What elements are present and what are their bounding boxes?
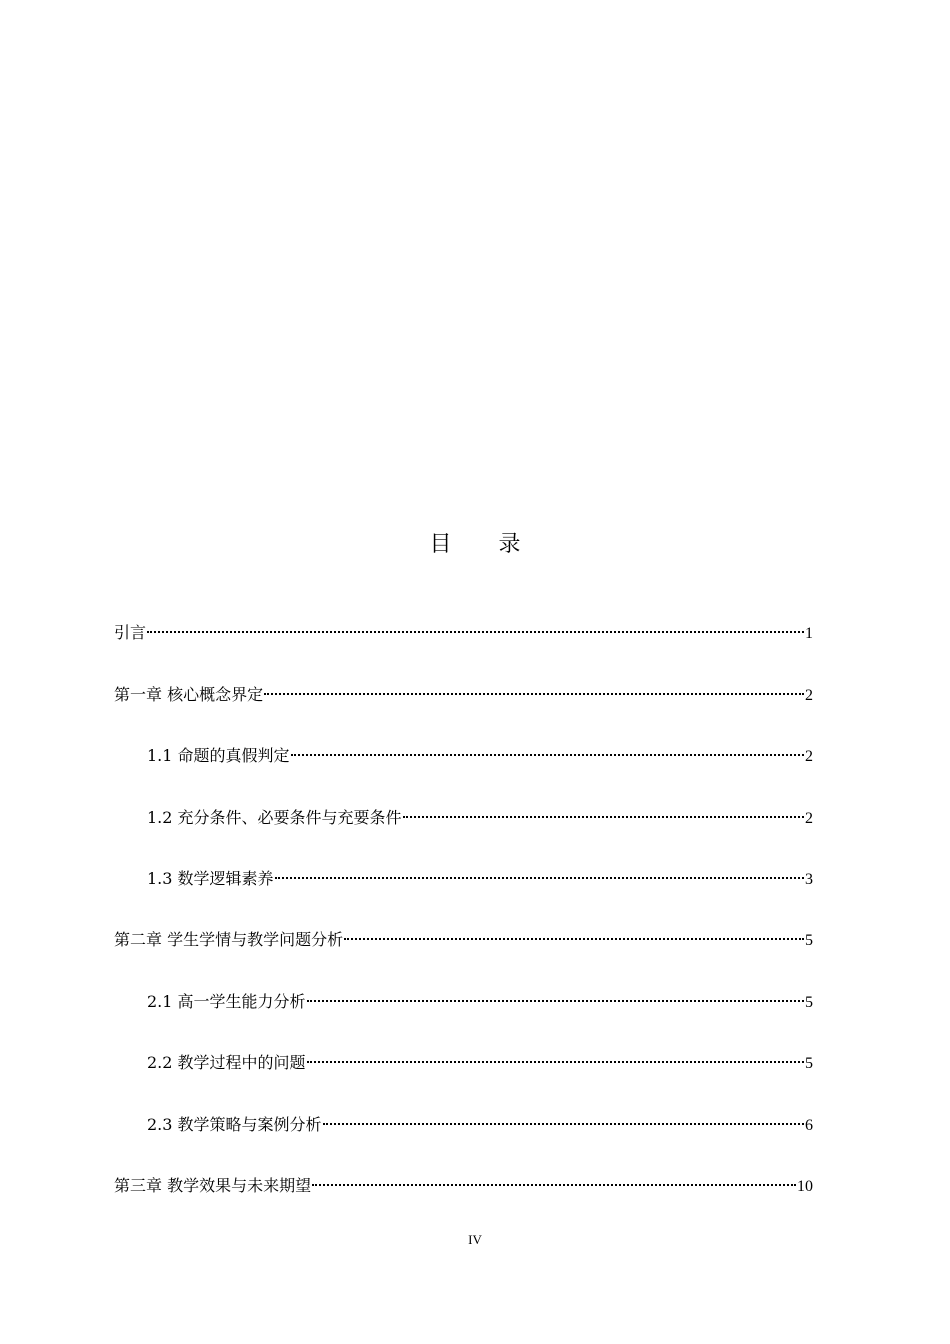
dot-leader (323, 1123, 804, 1125)
toc-entry-label: 第三章 教学效果与未来期望 (114, 1176, 312, 1195)
toc-entry-page: 2 (805, 748, 813, 765)
toc-entry-label: 第一章 核心概念界定 (114, 685, 264, 704)
dot-leader (307, 1000, 804, 1002)
toc-entry-chapter-2[interactable] (114, 927, 813, 953)
dot-leader (147, 631, 804, 633)
page-number: IV (468, 1232, 482, 1247)
toc-entry-section-1-3[interactable] (147, 866, 813, 892)
toc-entry-label: 1.1 命题的真假判定 (147, 746, 290, 765)
dot-leader (307, 1061, 804, 1063)
toc-entry-chapter-1[interactable] (114, 682, 813, 708)
toc-entry-page: 5 (805, 932, 813, 949)
toc-entry-introduction[interactable] (114, 620, 813, 646)
toc-entry-label: 1.3 数学逻辑素养 (147, 869, 274, 888)
toc-entry-page: 2 (805, 687, 813, 704)
toc-entry-page: 5 (805, 994, 813, 1011)
dot-leader (312, 1184, 796, 1186)
toc-entry-page: 5 (805, 1055, 813, 1072)
toc-entry-label: 1.2 充分条件、必要条件与充要条件 (147, 808, 402, 827)
dot-leader (264, 693, 804, 695)
toc-entry-label: 2.2 教学过程中的问题 (147, 1053, 306, 1072)
toc-entry-page: 1 (805, 625, 813, 642)
toc-entry-section-1-1[interactable] (147, 743, 813, 769)
toc-entry-section-1-2[interactable] (147, 805, 813, 831)
dot-leader (344, 938, 804, 940)
toc-entry-page: 3 (805, 871, 813, 888)
toc-entry-label: 引言 (114, 623, 147, 642)
toc-entry-label: 第二章 学生学情与教学问题分析 (114, 930, 344, 949)
dot-leader (403, 816, 804, 818)
toc-entry-label: 2.1 高一学生能力分析 (147, 992, 306, 1011)
toc-entry-section-2-1[interactable] (147, 989, 813, 1015)
dot-leader (291, 754, 804, 756)
toc-entry-page: 10 (797, 1178, 813, 1195)
toc-entry-page: 6 (805, 1117, 813, 1134)
dot-leader (275, 877, 804, 879)
toc-entry-chapter-3[interactable] (114, 1173, 813, 1199)
toc-entry-label: 2.3 教学策略与案例分析 (147, 1115, 322, 1134)
toc-entry-section-2-3[interactable] (147, 1112, 813, 1138)
toc-entry-page: 2 (805, 810, 813, 827)
toc-entry-section-2-2[interactable] (147, 1050, 813, 1076)
toc-title: 目 录 (429, 532, 541, 557)
